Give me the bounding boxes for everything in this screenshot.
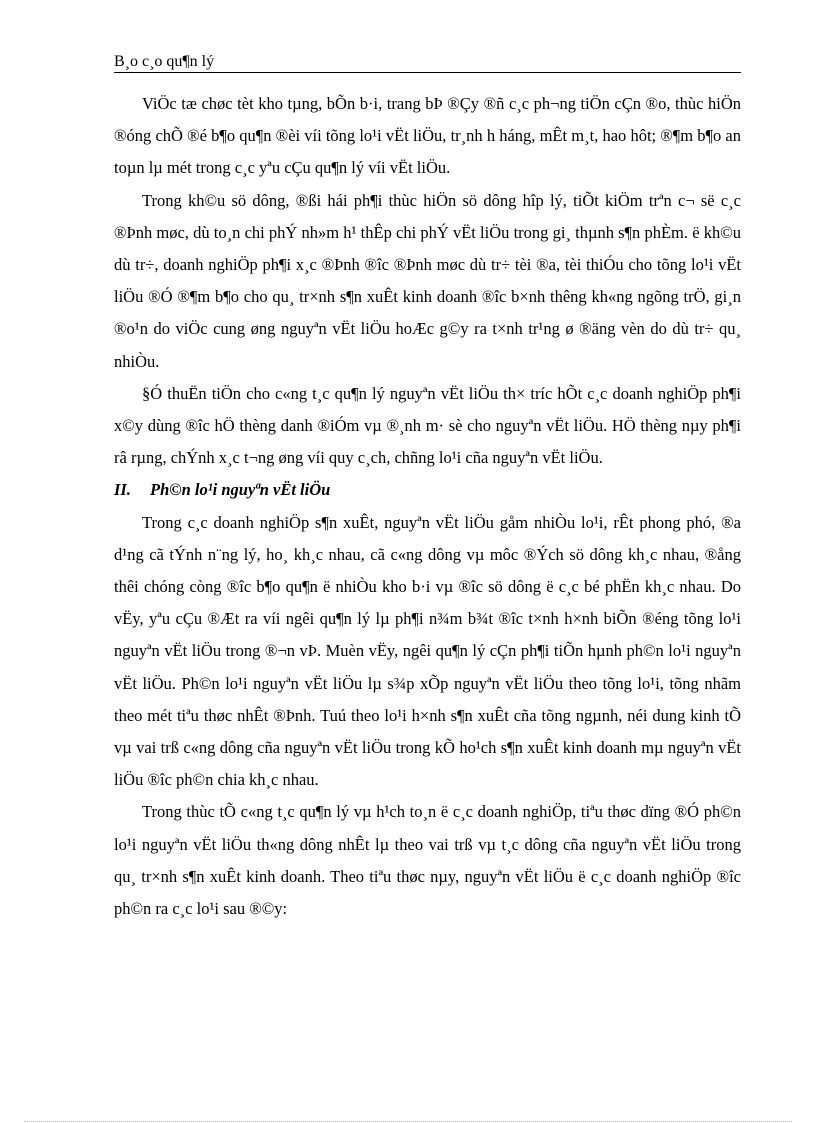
paragraph: §Ó thuËn tiÖn cho c«ng t¸c qu¶n lý nguyªn vËt liÖu th× tríc hÕt c¸c doanh nghiÖp ph¶i x©y dùng ®îc hÖ thèng danh ®iÓm vµ ®¸nh m· sè cho nguyªn vËt liÖu. HÖ thèng nµy ph¶i râ rµng, chÝnh x¸c t¬ng øng víi quy c¸ch, chñng lo¹i cña nguyªn vËt liÖu. (114, 383, 741, 468)
section-heading (114, 474, 741, 506)
header-title: B¸o c¸o qu¶n lý (114, 53, 215, 70)
paragraph: ViÖc tæ chøc tèt kho tµng, bÕn b·i, trang bÞ ®Çy ®ñ c¸c ph¬ng tiÖn cÇn ®o, thùc hiÖn ®óng chÕ ®é b¶o qu¶n ®èi víi tõng lo¹i vËt liÖu, tr¸nh h háng, mÊt m¸t, hao hôt; ®¶m b¶o an toµn lµ mét trong c¸c yªu cÇu qu¶n lý víi vËt liÖu. (114, 94, 741, 178)
paragraph: Trong thùc tÕ c«ng t¸c qu¶n lý vµ h¹ch to¸n ë c¸c doanh nghiÖp, tiªu thøc dïng ®Ó ph©n lo¹i nguyªn vËt liÖu th«ng dông nhÊt lµ theo vai trß vµ t¸c dông cña nguyªn vËt liÖu trong qu¸ tr×nh s¶n xuÊt kinh doanh. Theo tiªu thøc nµy, nguyªn vËt liÖu ë c¸c doanh nghiÖp ®îc ph©n ra c¸c lo¹i sau ®©y: (114, 802, 741, 919)
document-body (114, 88, 741, 925)
page-bottom-divider (24, 1121, 792, 1122)
section-title: Ph©n lo¹i nguyªn vËt liÖu (150, 480, 331, 500)
paragraph: Trong c¸c doanh nghiÖp s¶n xuÊt, nguyªn vËt liÖu gåm nhiÒu lo¹i, rÊt phong phó, ®a d¹ng cã tÝnh n¨ng lý, ho¸ kh¸c nhau, cã c«ng dông vµ môc ®Ých sö dông kh¸c nhau, ®ång thêi chóng còng ®îc b¶o qu¶n ë nhiÒu kho b·i vµ ®îc sö dông ë c¸c bé phËn kh¸c nhau. Do vËy, yªu cÇu ®Æt ra víi ngêi qu¶n lý lµ ph¶i n¾m b¾t ®îc t×nh h×nh biÕn ®éng tõng lo¹i nguyªn vËt liÖu trong ®¬n vÞ. Muèn vËy, ngêi qu¶n lý cÇn ph¶i tiÕn hµnh ph©n lo¹i nguyªn vËt liÖu. Ph©n lo¹i nguyªn vËt liÖu lµ s¾p xÕp nguyªn vËt liÖu theo tõng lo¹i, tõng nhãm theo mét tiªu thøc nhÊt ®Þnh. Tuú theo lo¹i h×nh s¶n xuÊt cña tõng ngµnh, néi dung kinh tÕ vµ vai trß c«ng dông cña nguyªn vËt liÖu trong kÕ ho¹ch s¶n xuÊt kinh doanh mµ nguyªn vËt liÖu ®îc ph©n chia kh¸c nhau. (114, 512, 741, 790)
page-header (114, 52, 741, 73)
section-number: II. (114, 480, 131, 500)
paragraph: Trong kh©u sö dông, ®ßi hái ph¶i thùc hiÖn sö dông hîp lý, tiÕt kiÖm trªn c¬ së c¸c ®Þnh møc, dù to¸n chi phÝ nh»m h¹ thÊp chi phÝ vËt liÖu trong gi¸ thµnh s¶n phÈm. ë kh©u dù tr÷, doanh nghiÖp ph¶i x¸c ®Þnh ®îc ®Þnh møc dù tr÷ tèi ®a, tèi thiÓu cho tõng lo¹i vËt liÖu ®Ó ®¶m b¶o cho qu¸ tr×nh s¶n xuÊt kinh doanh ®îc b×nh thêng kh«ng ngõng trÖ, gi¸n ®o¹n do viÖc cung øng nguyªn vËt liÖu hoÆc g©y ra t×nh tr¹ng ø ®äng vèn do dù tr÷ qu¸ nhiÒu. (114, 190, 741, 371)
